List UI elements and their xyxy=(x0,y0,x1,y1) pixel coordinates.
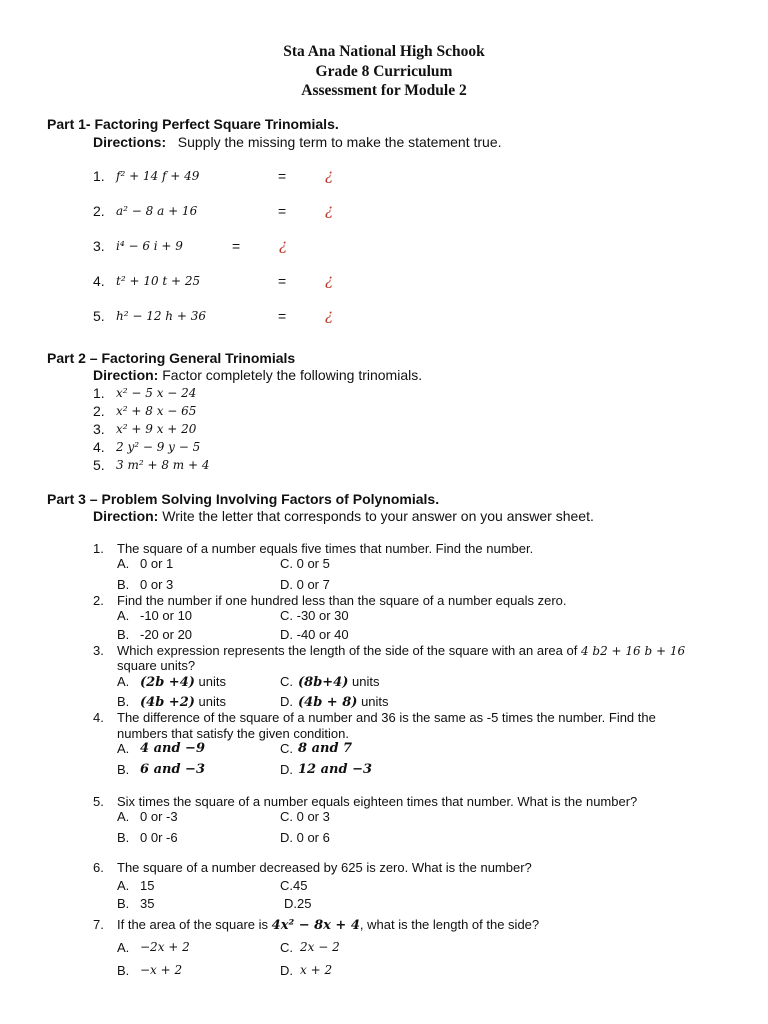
p2-item1-expr: x² − 5 x − 24 xyxy=(116,386,197,400)
q3-option-b-label: B. xyxy=(117,694,130,709)
q7-num: 7. xyxy=(93,917,104,932)
q2-option-b: -20 or 20 xyxy=(140,627,193,642)
q1-option-a: 0 or 1 xyxy=(140,556,174,571)
part1-direction-text: Supply the missing term to make the statement true. xyxy=(177,134,502,150)
p2-item3-num: 3. xyxy=(93,421,105,437)
q7-option-d: x + 2 xyxy=(300,963,333,977)
part3-direction-label: Direction: xyxy=(93,508,159,524)
q7-text-expr: 4x² − 8x + 4 xyxy=(271,918,360,933)
q7-option-a: −2x + 2 xyxy=(140,940,190,954)
p1-item4-expr: t² + 10 t + 25 xyxy=(116,274,201,288)
q3-option-b xyxy=(140,694,226,710)
q3-num: 3. xyxy=(93,643,104,658)
q4-option-a: 4 and −9 xyxy=(140,741,205,756)
q5-option-c: C. 0 or 3 xyxy=(280,809,330,824)
p1-item5-eq: = xyxy=(278,308,287,324)
q6-option-a: 15 xyxy=(140,878,155,893)
q7-option-a-label: A. xyxy=(117,940,130,955)
q3-option-c-expr: (8b+4) xyxy=(298,675,349,690)
q3-option-a-unit: units xyxy=(198,674,226,689)
part1-title: Part 1- Factoring Perfect Square Trinomials. xyxy=(47,116,339,132)
q3-option-d-expr: (4b + 8) xyxy=(298,695,358,710)
q4-option-b: 6 and −3 xyxy=(140,762,205,777)
q2-option-a: -10 or 10 xyxy=(140,608,193,623)
p1-item3-expr: i⁴ − 6 i + 9 xyxy=(116,239,183,253)
q3-option-d-unit: units xyxy=(361,694,389,709)
q5-option-a: 0 or -3 xyxy=(140,809,178,824)
q2-option-a-label: A. xyxy=(117,608,130,623)
p1-item3-blank: ¿ xyxy=(279,236,288,254)
q6-option-a-label: A. xyxy=(117,878,130,893)
q1-option-b-label: B. xyxy=(117,577,130,592)
q3-text xyxy=(117,643,685,658)
q5-option-a-label: A. xyxy=(117,809,130,824)
q4-option-d: 12 and −3 xyxy=(298,762,373,777)
q3-option-b-expr: (4b +2) xyxy=(140,695,195,710)
p1-item1-expr: f² + 14 f + 49 xyxy=(116,169,200,183)
part1-directions xyxy=(93,134,502,150)
q3-option-d xyxy=(298,694,389,710)
q6-text: The square of a number decreased by 625 is zero. What is the number? xyxy=(117,860,532,875)
p1-item5-num: 5. xyxy=(93,308,105,324)
p1-item1-eq: = xyxy=(278,168,287,184)
school-name: Sta Ana National High Schook xyxy=(283,43,485,60)
q1-option-c: C. 0 or 5 xyxy=(280,556,330,571)
q1-text: The square of a number equals five times that number. Find the number. xyxy=(117,541,534,556)
p2-item2-expr: x² + 8 x − 65 xyxy=(116,404,197,418)
q1-option-b: 0 or 3 xyxy=(140,577,174,592)
q7-option-c-label: C. xyxy=(280,940,293,955)
p1-item4-eq: = xyxy=(278,273,287,289)
p1-item2-blank: ¿ xyxy=(325,201,334,219)
q3-option-b-unit: units xyxy=(198,694,226,709)
part3-directions xyxy=(93,508,594,524)
q7-text-pre: If the area of the square is xyxy=(117,917,269,932)
q7-text-post: , what is the length of the side? xyxy=(359,917,540,932)
p2-item2-num: 2. xyxy=(93,403,105,419)
q1-option-d: D. 0 or 7 xyxy=(280,577,330,592)
q4-text: The difference of the square of a number and 36 is the same as -5 times the number. Find the xyxy=(117,710,656,725)
p2-item5-expr: 3 m² + 8 m + 4 xyxy=(116,458,210,472)
q2-option-c: C. -30 or 30 xyxy=(280,608,349,623)
q6-option-d: D.25 xyxy=(284,896,312,911)
part2-directions xyxy=(93,367,422,383)
q2-text: Find the number if one hundred less than the square of a number equals zero. xyxy=(117,593,567,608)
q2-num: 2. xyxy=(93,593,104,608)
p2-item4-expr: 2 y² − 9 y − 5 xyxy=(116,440,201,454)
p1-item4-blank: ¿ xyxy=(325,271,334,289)
q3-text-main: Which expression represents the length of the side of the square with an area of xyxy=(117,643,578,658)
grade-curriculum: Grade 8 Curriculum xyxy=(315,63,453,80)
p1-item2-num: 2. xyxy=(93,203,105,219)
q5-option-b-label: B. xyxy=(117,830,130,845)
p2-item3-expr: x² + 9 x + 20 xyxy=(116,422,197,436)
p2-item1-num: 1. xyxy=(93,385,105,401)
q7-option-c: 2x − 2 xyxy=(300,940,340,954)
p1-item2-expr: a² − 8 a + 16 xyxy=(116,204,198,218)
part1-direction-label: Directions: xyxy=(93,134,167,150)
p1-item5-expr: h² − 12 h + 36 xyxy=(116,309,206,323)
q5-option-d: D. 0 or 6 xyxy=(280,830,330,845)
q7-option-b: −x + 2 xyxy=(140,963,183,977)
q4-option-c: 8 and 7 xyxy=(298,741,353,756)
part3-title: Part 3 – Problem Solving Involving Factors of Polynomials. xyxy=(47,491,440,507)
q6-option-b: 35 xyxy=(140,896,155,911)
q2-option-b-label: B. xyxy=(117,627,130,642)
p2-item5-num: 5. xyxy=(93,457,105,473)
p1-item1-num: 1. xyxy=(93,168,105,184)
q1-option-a-label: A. xyxy=(117,556,130,571)
part3-direction-text: Write the letter that corresponds to your answer on you answer sheet. xyxy=(162,508,594,524)
q5-text: Six times the square of a number equals eighteen times that number. What is the number? xyxy=(117,794,638,809)
p1-item1-blank: ¿ xyxy=(325,166,334,184)
part2-direction-text: Factor completely the following trinomials. xyxy=(162,367,423,383)
p2-item4-num: 4. xyxy=(93,439,105,455)
q4-text2: numbers that satisfy the given condition. xyxy=(117,726,349,741)
q7-option-d-label: D. xyxy=(280,963,293,978)
p1-item2-eq: = xyxy=(278,203,287,219)
q3-option-c-label: C. xyxy=(280,674,293,689)
q5-num: 5. xyxy=(93,794,104,809)
p1-item5-blank: ¿ xyxy=(325,306,334,324)
p1-item3-num: 3. xyxy=(93,238,105,254)
q6-option-b-label: B. xyxy=(117,896,130,911)
q4-option-c-label: C. xyxy=(280,741,293,756)
q4-option-d-label: D. xyxy=(280,762,293,777)
assessment-title: Assessment for Module 2 xyxy=(301,82,467,99)
part2-title: Part 2 – Factoring General Trinomials xyxy=(47,350,296,366)
q4-option-b-label: B. xyxy=(117,762,130,777)
part2-direction-label: Direction: xyxy=(93,367,159,383)
q3-option-a xyxy=(140,674,226,690)
p1-item4-num: 4. xyxy=(93,273,105,289)
q5-option-b: 0 0r -6 xyxy=(140,830,178,845)
q7-option-b-label: B. xyxy=(117,963,130,978)
q3-text-expr: 4 b2 + 16 b + 16 xyxy=(580,644,686,658)
q6-num: 6. xyxy=(93,860,104,875)
q2-option-d: D. -40 or 40 xyxy=(280,627,349,642)
q6-option-c: C.45 xyxy=(280,878,308,893)
q3-option-c xyxy=(298,674,379,690)
q3-option-d-label: D. xyxy=(280,694,293,709)
q3-option-a-label: A. xyxy=(117,674,130,689)
q3-option-a-expr: (2b +4) xyxy=(140,675,195,690)
q1-num: 1. xyxy=(93,541,104,556)
q4-num: 4. xyxy=(93,710,104,725)
q3-option-c-unit: units xyxy=(352,674,380,689)
q3-text2: square units? xyxy=(117,658,196,673)
q4-option-a-label: A. xyxy=(117,741,130,756)
p1-item3-eq: = xyxy=(232,238,241,254)
q7-text xyxy=(117,917,539,933)
